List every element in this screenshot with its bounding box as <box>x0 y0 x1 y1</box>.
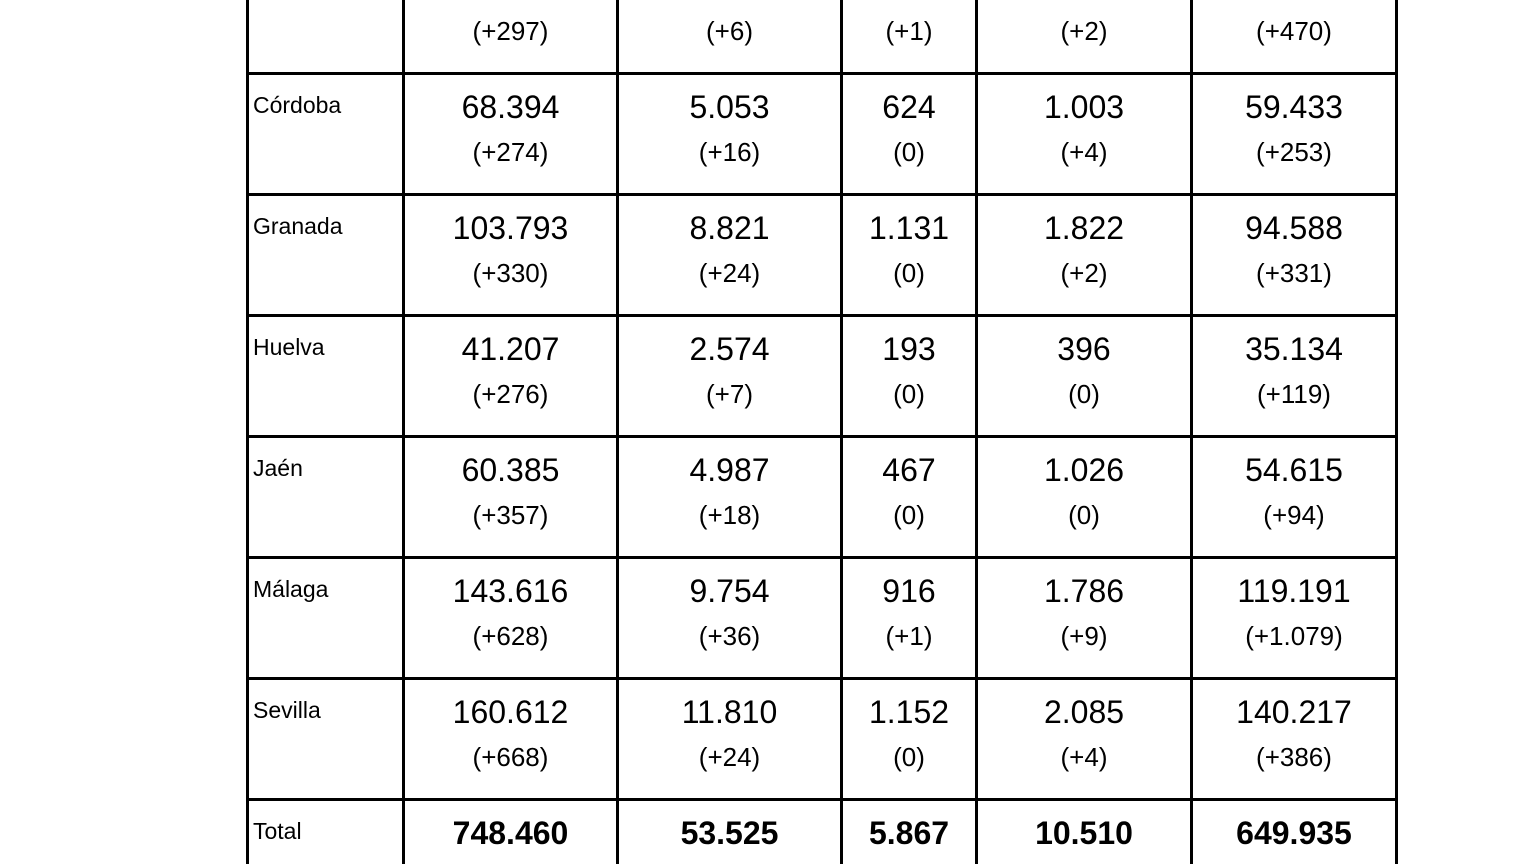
table-row <box>248 74 1397 195</box>
stat-cell <box>842 800 977 864</box>
stat-value: 11.810 <box>681 694 778 730</box>
table-row-total <box>248 800 1397 864</box>
stat-value: 119.191 <box>1237 573 1351 609</box>
stat-cell <box>1192 800 1397 864</box>
province-name <box>248 0 404 74</box>
stat-cell <box>842 437 977 558</box>
stat-value <box>843 0 975 2</box>
stat-cell <box>842 679 977 800</box>
stat-delta: (+274) <box>472 137 549 167</box>
stat-value: 624 <box>882 89 936 125</box>
stat-value: 193 <box>882 331 936 367</box>
province-name: Córdoba <box>248 74 404 195</box>
stat-value: 5.053 <box>689 89 770 125</box>
stat-cell <box>977 679 1192 800</box>
stat-value: 9.754 <box>689 573 770 609</box>
stat-value <box>1193 0 1395 2</box>
stat-value: 916 <box>882 573 936 609</box>
stat-delta: (+297) <box>472 16 549 46</box>
stat-delta: (+1) <box>885 16 933 46</box>
province-name: Jaén <box>248 437 404 558</box>
stat-delta: (+357) <box>472 500 549 530</box>
stat-delta: (+7) <box>706 379 753 409</box>
table-row <box>248 0 1397 74</box>
stat-delta: (+9) <box>1060 621 1108 651</box>
stat-cell <box>618 0 842 74</box>
stat-cell <box>618 558 842 679</box>
stat-cell <box>977 437 1192 558</box>
stat-value <box>405 0 616 2</box>
stat-cell <box>977 558 1192 679</box>
stat-delta: (+4) <box>1060 137 1108 167</box>
stat-delta: (+386) <box>1256 742 1332 772</box>
stat-delta: (0) <box>893 258 925 288</box>
stat-cell <box>618 74 842 195</box>
stat-cell <box>977 0 1192 74</box>
province-name: Total <box>248 800 404 864</box>
stat-value: 4.987 <box>689 452 770 488</box>
stat-cell <box>1192 0 1397 74</box>
stat-value: 1.026 <box>1043 452 1125 488</box>
stat-delta: (+2) <box>1060 16 1108 46</box>
stat-value: 748.460 <box>452 815 569 851</box>
stat-value: 1.822 <box>1043 210 1125 246</box>
stat-delta: (+36) <box>698 621 761 651</box>
stat-cell <box>842 0 977 74</box>
stat-cell <box>1192 74 1397 195</box>
stat-value: 2.085 <box>1043 694 1125 730</box>
stat-cell <box>977 74 1192 195</box>
province-name: Huelva <box>248 316 404 437</box>
stat-cell <box>1192 316 1397 437</box>
stat-delta: (0) <box>893 742 925 772</box>
stat-cell <box>842 74 977 195</box>
stat-delta: (+6) <box>706 16 753 46</box>
province-name: Málaga <box>248 558 404 679</box>
stat-cell <box>618 316 842 437</box>
stat-cell <box>1192 437 1397 558</box>
stat-delta: (+668) <box>472 742 549 772</box>
stat-delta: (+4) <box>1060 742 1108 772</box>
stat-value: 60.385 <box>461 452 560 488</box>
stat-delta: (+94) <box>1263 500 1325 530</box>
table-row <box>248 558 1397 679</box>
stat-cell <box>618 800 842 864</box>
stat-value: 103.793 <box>452 210 569 246</box>
stat-cell <box>977 316 1192 437</box>
stat-cell <box>404 74 618 195</box>
stat-delta: (0) <box>1068 500 1100 530</box>
stat-value <box>978 0 1190 2</box>
stat-value: 2.574 <box>689 331 770 367</box>
stat-value: 467 <box>882 452 936 488</box>
stat-cell <box>404 679 618 800</box>
stat-delta: (+253) <box>1256 137 1332 167</box>
stat-cell <box>842 195 977 316</box>
table-row <box>248 195 1397 316</box>
stat-value: 35.134 <box>1245 331 1343 367</box>
stat-cell <box>404 316 618 437</box>
table-row <box>248 437 1397 558</box>
stat-cell <box>1192 679 1397 800</box>
stat-delta: (+470) <box>1256 16 1332 46</box>
stat-value: 53.525 <box>680 815 779 851</box>
stat-delta: (+16) <box>698 137 761 167</box>
stat-cell <box>618 679 842 800</box>
province-name: Sevilla <box>248 679 404 800</box>
table-row <box>248 316 1397 437</box>
table-body <box>248 0 1397 864</box>
stat-delta: (+276) <box>472 379 549 409</box>
stat-value: 1.786 <box>1043 573 1125 609</box>
stat-value: 5.867 <box>868 815 950 851</box>
stat-delta: (0) <box>1068 379 1100 409</box>
stat-value: 649.935 <box>1236 815 1352 851</box>
stat-delta: (0) <box>893 500 925 530</box>
stat-value: 10.510 <box>1035 815 1133 851</box>
stat-delta: (+628) <box>472 621 549 651</box>
stat-cell <box>842 558 977 679</box>
stat-cell <box>618 195 842 316</box>
stat-value: 396 <box>1057 331 1111 367</box>
stat-value: 143.616 <box>452 573 569 609</box>
stat-delta: (+1) <box>885 621 933 651</box>
stat-cell <box>618 437 842 558</box>
stat-cell <box>1192 558 1397 679</box>
stat-value: 59.433 <box>1245 89 1343 125</box>
stat-delta: (+24) <box>698 742 761 772</box>
stat-value: 68.394 <box>461 89 560 125</box>
stat-delta: (+331) <box>1256 258 1332 288</box>
stat-value: 8.821 <box>689 210 770 246</box>
stat-delta: (+18) <box>698 500 761 530</box>
province-name: Granada <box>248 195 404 316</box>
stat-cell <box>404 800 618 864</box>
stat-cell <box>404 558 618 679</box>
stat-value: 140.217 <box>1236 694 1352 730</box>
stat-cell <box>404 195 618 316</box>
stat-cell <box>842 316 977 437</box>
stat-delta: (+330) <box>472 258 549 288</box>
province-stats-table <box>246 0 1398 864</box>
stat-delta: (+119) <box>1257 379 1331 409</box>
stat-value <box>619 0 840 2</box>
stat-delta: (+1.079) <box>1245 621 1343 651</box>
stat-cell <box>977 195 1192 316</box>
stat-delta: (0) <box>893 137 925 167</box>
stat-value: 41.207 <box>461 331 560 367</box>
stat-value: 1.131 <box>868 210 950 246</box>
stat-value: 54.615 <box>1245 452 1343 488</box>
table-row <box>248 679 1397 800</box>
stat-value: 160.612 <box>452 694 569 730</box>
stat-value: 1.152 <box>868 694 950 730</box>
stat-value: 94.588 <box>1245 210 1343 246</box>
stat-cell <box>1192 195 1397 316</box>
stat-cell <box>404 437 618 558</box>
stat-value: 1.003 <box>1043 89 1125 125</box>
stat-delta: (+24) <box>698 258 761 288</box>
stat-delta: (+2) <box>1060 258 1108 288</box>
stat-delta: (0) <box>893 379 925 409</box>
stat-cell <box>977 800 1192 864</box>
stat-cell <box>404 0 618 74</box>
